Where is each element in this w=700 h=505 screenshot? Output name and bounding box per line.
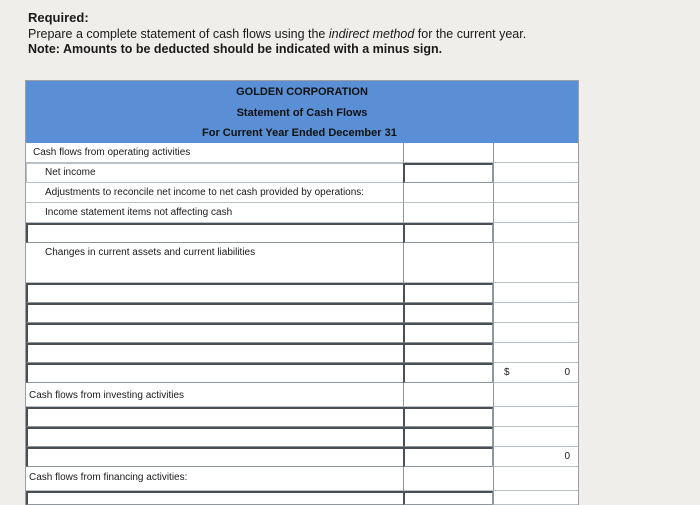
table-row <box>26 143 578 163</box>
changes-label: Changes in current assets and current liabilities <box>45 247 256 258</box>
table-row <box>26 243 578 283</box>
prompt-text-part1: Prepare a complete statement of cash flows using the <box>28 27 329 41</box>
prompt-text <box>28 27 688 42</box>
investing-amount-input[interactable] <box>403 407 493 427</box>
adjustment-item-input[interactable] <box>26 223 403 243</box>
table-row <box>26 427 578 447</box>
financing-amount-input[interactable] <box>403 491 493 505</box>
investing-amount-input[interactable] <box>403 427 493 447</box>
net-income-input[interactable] <box>403 163 493 183</box>
net-income-label: Net income <box>45 167 96 178</box>
note-text: Note: Amounts to be deducted should be indicated with a minus sign. <box>28 42 443 56</box>
table-row <box>26 407 578 427</box>
statement-header <box>26 81 578 143</box>
operating-total-label-input[interactable] <box>26 363 403 383</box>
table-row <box>26 343 578 363</box>
investing-total-label-input[interactable] <box>26 447 403 467</box>
table-row <box>26 283 578 303</box>
table-row <box>26 383 578 407</box>
financing-activities-label: Cash flows from financing activities: <box>29 472 188 483</box>
table-row <box>26 447 578 467</box>
financing-item-input[interactable] <box>26 491 403 505</box>
net-income-row <box>26 163 578 183</box>
prompt-text-part2: for the current year. <box>414 27 527 41</box>
table-row <box>26 467 578 491</box>
operating-total-value: 0 <box>564 367 570 378</box>
cash-flow-statement-table <box>25 80 579 505</box>
investing-item-input[interactable] <box>26 427 403 447</box>
investing-total-value: 0 <box>564 451 570 462</box>
prompt-text-emphasis: indirect method <box>328 27 415 41</box>
table-row <box>26 363 578 383</box>
operating-total-currency: $ <box>504 367 510 378</box>
income-items-label: Income statement items not affecting cash <box>45 207 233 218</box>
change-amount-input[interactable] <box>403 343 493 363</box>
change-item-input[interactable] <box>26 283 403 303</box>
adjustment-amount-input[interactable] <box>403 223 493 243</box>
instructions <box>28 10 688 57</box>
table-row <box>26 183 578 203</box>
statement-title: Statement of Cash Flows <box>236 107 368 119</box>
statement-period: For Current Year Ended December 31 <box>202 127 397 139</box>
change-item-input[interactable] <box>26 343 403 363</box>
required-label: Required: <box>28 10 89 25</box>
change-amount-input[interactable] <box>403 303 493 323</box>
change-amount-input[interactable] <box>403 323 493 343</box>
table-row <box>26 223 578 243</box>
operating-activities-label: Cash flows from operating activities <box>33 147 191 158</box>
change-item-input[interactable] <box>26 323 403 343</box>
change-amount-input[interactable] <box>403 283 493 303</box>
table-row <box>26 203 578 223</box>
table-row <box>26 491 578 505</box>
table-row <box>26 323 578 343</box>
company-name: GOLDEN CORPORATION <box>236 86 368 98</box>
investing-item-input[interactable] <box>26 407 403 427</box>
adjustments-label: Adjustments to reconcile net income to net cash provided by operations: <box>45 187 365 198</box>
change-item-input[interactable] <box>26 303 403 323</box>
investing-activities-label: Cash flows from investing activities <box>29 390 185 401</box>
table-row <box>26 303 578 323</box>
